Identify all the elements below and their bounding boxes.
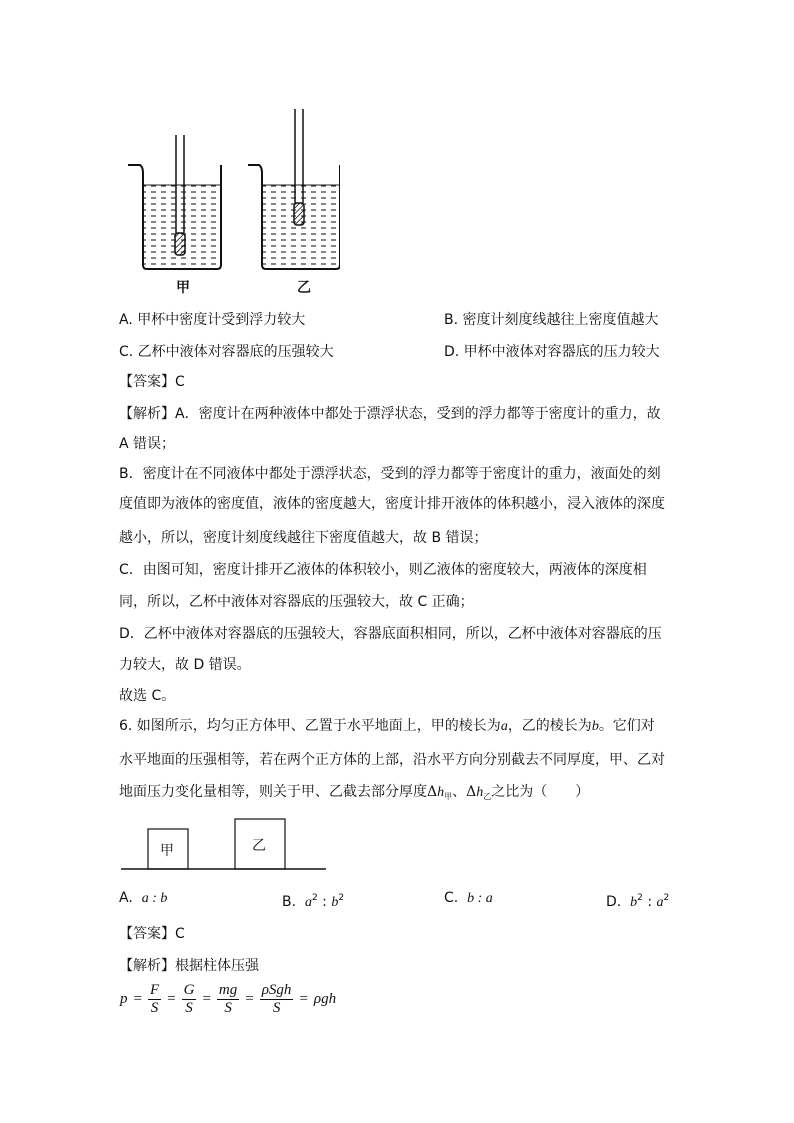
q6-option-a: A. a : b (119, 890, 168, 906)
beaker-label-yi: 乙 (297, 280, 311, 296)
q6-option-d: D. $b^2$ : $a^2$ (606, 893, 670, 910)
q6-stem-line-1: 6. 如图所示，均匀正方体甲、乙置于水平地面上，甲的棱长为a，乙的棱长为b。它们对 (119, 718, 655, 734)
cubes-figure (121, 815, 327, 873)
beaker-yi (248, 109, 340, 269)
cube-label-jia: 甲 (160, 843, 174, 859)
q5-analysis-line-5: 越小，所以，密度计刻度线越往下密度值越大，故 B 错误； (119, 530, 488, 546)
q6-analysis-intro: 【解析】根据柱体压强 (119, 958, 259, 974)
q5-option-d: D. 甲杯中液体对容器底的压力较大 (444, 344, 660, 360)
q5-analysis-line-3: B．密度计在不同液体中都处于漂浮状态，受到的浮力都等于密度计的重力，液面处的刻 (119, 466, 661, 482)
q5-analysis-line-2: A 错误； (119, 436, 176, 452)
q6-answer: 【答案】C (119, 926, 185, 942)
q5-analysis-line-9: 力较大，故 D 错误。 (119, 657, 251, 673)
q5-option-c: C. 乙杯中液体对容器底的压强较大 (119, 344, 334, 360)
q5-analysis-line-1: 【解析】A．密度计在两种液体中都处于漂浮状态，受到的浮力都等于密度计的重力，故 (119, 406, 661, 422)
q5-analysis-line-7: 同，所以，乙杯中液体对容器底的压强较大，故 C 正确； (119, 594, 474, 610)
q5-analysis-line-6: C．由图可知，密度计排开乙液体的体积较小，则乙液体的密度较大，两液体的深度相 (119, 562, 647, 578)
q6-stem-line-3: 地面压力变化量相等，则关于甲、乙截去部分厚度$\Delta h_甲$、$\Delta h_乙$之比为（ ） (119, 784, 590, 801)
q6-stem-line-2: 水平地面的压强相等，若在两个正方体的上部，沿水平方向分别截去不同厚度，甲、乙对 (119, 752, 665, 768)
q5-answer: 【答案】C (119, 374, 185, 390)
q5-final-choice: 故选 C。 (119, 688, 176, 704)
q5-analysis-line-8: D．乙杯中液体对容器底的压强较大，容器底面积相同，所以，乙杯中液体对容器底的压 (119, 626, 662, 642)
beaker-jia (128, 135, 221, 269)
q6-option-c: C. b : a (444, 890, 493, 906)
q5-option-a: A. 甲杯中密度计受到浮力较大 (119, 312, 306, 328)
cube-label-yi: 乙 (252, 838, 266, 854)
beaker-label-jia: 甲 (176, 280, 190, 296)
q6-option-b: B. $a^2$ : $b^2$ (282, 893, 345, 910)
q5-analysis-line-4: 度值即为液体的密度值，液体的密度越大，密度计排开液体的体积越小，浸入液体的深度 (119, 496, 665, 512)
pressure-formula: p = $\frac{F}{S}$ = $\frac{G}{S}$ = $\frac{mg}{S}$ = $\frac{\text{ρSgh}}{S}$ = ρgh (120, 982, 337, 1016)
beaker-figure (120, 105, 340, 305)
q5-option-b: B. 密度计刻度线越往上密度值越大 (444, 312, 659, 328)
